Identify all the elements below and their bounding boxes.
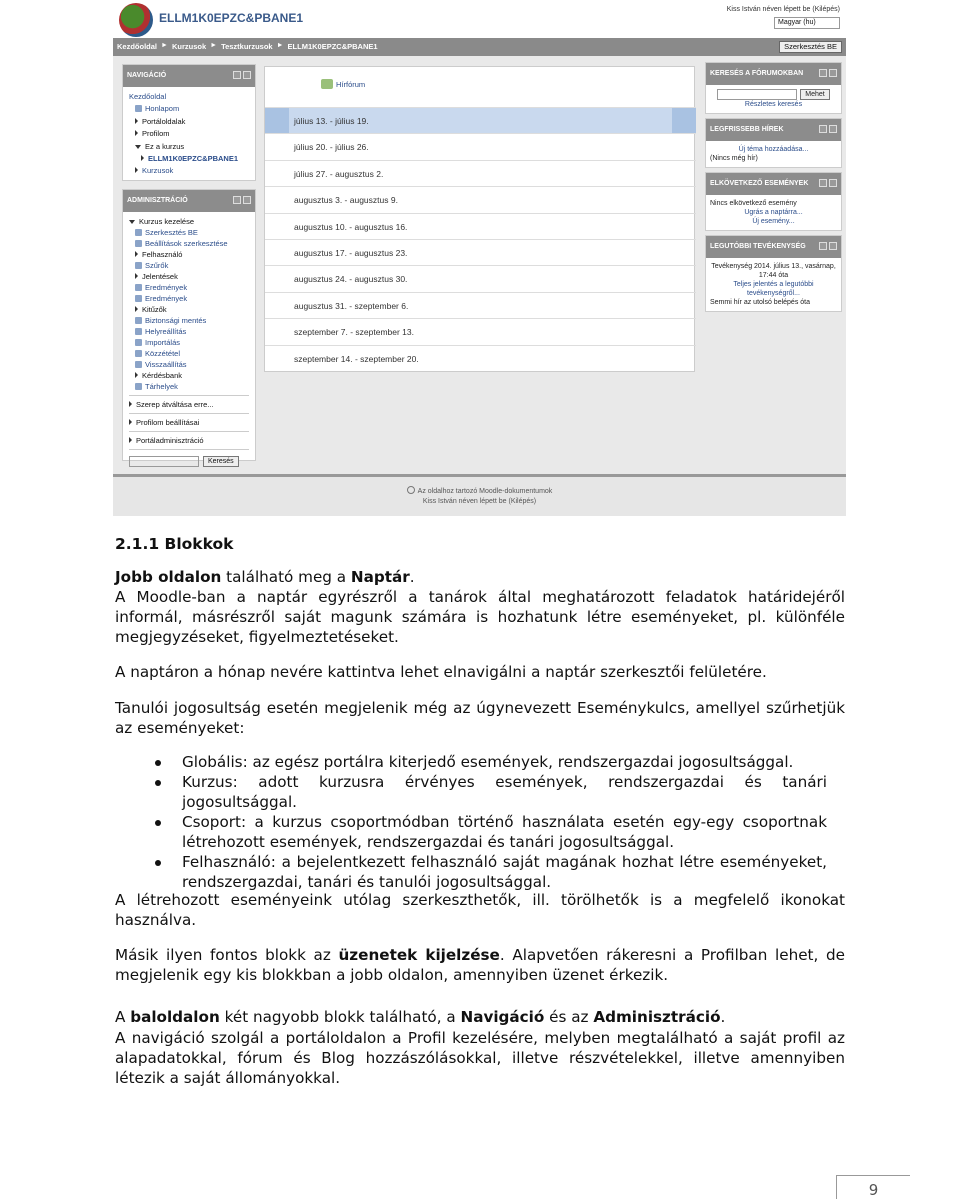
expand-arrow-icon: [135, 251, 138, 257]
list-item: Globális: az egész portálra kiterjedő események, rendszergazdai jogosultsággal.: [115, 752, 845, 772]
paragraph-8: A navigáció szolgál a portáloldalon a Profil kezelésére, melyben megtalálható a saját profil az alapadatokkal, fórum és Blog hozzászólásokkal, illetve részvételekkel, illetve amennyiben létezik a saját állományokkal.: [115, 1029, 845, 1087]
list-item: Felhasználó: a bejelentkezett felhasználó saját magának hozhat létre eseményeket, rendszergazdai, tanári és tanulói jogosultsággal.: [115, 852, 845, 892]
week-item[interactable]: július 20. - július 26.: [265, 133, 696, 159]
collapse-icon[interactable]: [243, 196, 251, 204]
nav-item-honlapom[interactable]: Honlapom: [129, 103, 249, 115]
admin-item[interactable]: Beállítások szerkesztése: [129, 238, 249, 249]
edit-icon: [135, 229, 142, 236]
login-info[interactable]: Kiss István néven lépett be (Kilépés): [726, 6, 840, 13]
new-event-link[interactable]: Új esemény...: [752, 218, 795, 225]
import-icon: [135, 339, 142, 346]
admin-item[interactable]: Helyreállítás: [129, 326, 249, 337]
settings-icon: [135, 240, 142, 247]
expand-arrow-icon: [135, 167, 138, 173]
expand-arrow-icon: [135, 372, 138, 378]
breadcrumb-item[interactable]: ELLM1K0EPZC&PBANE1: [287, 42, 378, 51]
collapse-icon[interactable]: [829, 69, 837, 77]
breadcrumb: [117, 42, 378, 51]
breadcrumb-item[interactable]: Kezdőoldal: [117, 42, 158, 51]
admin-course-management[interactable]: Kurzus kezelése: [129, 216, 249, 227]
dock-icon[interactable]: [819, 125, 827, 133]
collapse-icon[interactable]: [829, 125, 837, 133]
dock-icon[interactable]: [819, 179, 827, 187]
dock-icon[interactable]: [233, 196, 241, 204]
navigation-block: [122, 64, 256, 181]
full-report-link[interactable]: Teljes jelentés a legutóbbi tevékenységről...: [733, 281, 814, 297]
admin-search-button[interactable]: Keresés: [203, 456, 239, 467]
week-item[interactable]: augusztus 24. - augusztus 30.: [265, 265, 696, 291]
paragraph-7: A baloldalon két nagyobb blokk található, a Navigáció és az Adminisztráció.: [115, 1008, 726, 1026]
backup-icon: [135, 317, 142, 324]
moodle-screenshot: [113, 0, 846, 516]
admin-item[interactable]: Visszaállítás: [129, 359, 249, 370]
week-item[interactable]: szeptember 7. - szeptember 13.: [265, 318, 696, 344]
admin-item[interactable]: Biztonsági mentés: [129, 315, 249, 326]
publish-icon: [135, 350, 142, 357]
forum-search-block: KERESÉS A FÓRUMOKBAN Mehet Részletes keresés: [705, 62, 842, 114]
course-weeks-block: [264, 66, 695, 372]
page-icon: [135, 105, 142, 112]
expand-arrow-icon: [129, 437, 132, 443]
admin-item[interactable]: Tárhelyek: [129, 381, 249, 392]
reset-icon: [135, 361, 142, 368]
week-item[interactable]: július 13. - július 19.: [265, 107, 696, 133]
admin-item[interactable]: Eredmények: [129, 282, 249, 293]
no-activity-text: Semmi hír az utolsó belépés óta: [710, 299, 810, 306]
administration-block: [122, 189, 256, 465]
breadcrumb-item[interactable]: Kurzusok: [171, 42, 207, 51]
nav-item-course[interactable]: ELLM1K0EPZC&PBANE1: [129, 153, 249, 165]
site-logo: [119, 3, 153, 37]
admin-item[interactable]: Jelentések: [129, 271, 249, 282]
site-footer: [113, 474, 846, 516]
navigation-block-title: NAVIGÁCIÓ: [123, 65, 255, 87]
goto-calendar-link[interactable]: Ugrás a naptárra...: [744, 209, 803, 216]
event-key-list: [115, 752, 845, 892]
list-item: Kurzus: adott kurzusra érvényes események, rendszergazdai és tanári jogosultsággal.: [115, 772, 845, 812]
expand-arrow-icon: [135, 118, 138, 124]
info-icon: [407, 486, 415, 494]
expand-arrow-icon: [135, 130, 138, 136]
paragraph-5: A létrehozott eseményeink utólag szerkeszthetők, ill. törölhetők is a megfelelő ikonokat használva.: [115, 891, 845, 929]
dock-icon[interactable]: [233, 71, 241, 79]
site-title[interactable]: ELLM1K0EPZC&PBANE1: [159, 11, 304, 25]
paragraph-3: A naptáron a hónap nevére kattintva lehet elnavigálni a naptár szerkesztői felületére.: [115, 663, 767, 681]
nav-item-ez-a-kurzus[interactable]: Ez a kurzus: [129, 141, 249, 153]
admin-switch-role[interactable]: Szerep átváltása erre...: [129, 399, 249, 410]
dock-icon[interactable]: [819, 69, 827, 77]
admin-item[interactable]: Eredmények: [129, 293, 249, 304]
moodle-docs-link[interactable]: Az oldalhoz tartozó Moodle-dokumentumok: [113, 486, 846, 495]
forum-icon: [321, 79, 333, 89]
section-heading: 2.1.1 Blokkok: [115, 535, 234, 553]
recent-activity-block: LEGUTÓBBI TEVÉKENYSÉG Tevékenység 2014. július 13., vasárnap, 17:44 óta Teljes jelentés a legutóbbi tevékenységről... Semmi hír az utolsó belépés óta: [705, 235, 842, 312]
admin-profile-settings[interactable]: Profilom beállításai: [129, 417, 249, 428]
dock-icon[interactable]: [819, 242, 827, 250]
paragraph-1: Jobb oldalon található meg a Naptár.: [115, 568, 415, 586]
grades-icon: [135, 284, 142, 291]
expand-arrow-icon: [141, 155, 144, 161]
site-header: [113, 0, 846, 38]
grades-icon: [135, 295, 142, 302]
forum-search-button[interactable]: Mehet: [800, 89, 829, 100]
expand-arrow-icon: [129, 401, 132, 407]
list-item: Csoport: a kurzus csoportmódban történő használata esetén egy-egy csoportnak létrehozott események, rendszergazdai és tanári jogosultsággal.: [115, 812, 845, 852]
week-item[interactable]: szeptember 14. - szeptember 20.: [265, 345, 696, 371]
collapse-arrow-icon: [129, 220, 135, 224]
expand-arrow-icon: [135, 306, 138, 312]
week-item[interactable]: augusztus 3. - augusztus 9.: [265, 186, 696, 212]
admin-item[interactable]: Közzététel: [129, 348, 249, 359]
paragraph-4: Tanulói jogosultság esetén megjelenik még az úgynevezett Eseménykulcs, amellyel szűrhetjük az eseményeket:: [115, 699, 845, 737]
expand-arrow-icon: [135, 273, 138, 279]
admin-item[interactable]: Importálás: [129, 337, 249, 348]
no-events-text: Nincs elkövetkező esemény: [710, 200, 797, 207]
breadcrumb-arrow-icon: ►: [161, 42, 168, 49]
nav-item-profilom[interactable]: Profilom: [129, 128, 249, 140]
edit-mode-button[interactable]: Szerkesztés BE: [779, 41, 842, 53]
activity-since-text: Tevékenység 2014. július 13., vasárnap, 17:44 óta: [711, 263, 836, 279]
collapse-icon[interactable]: [829, 179, 837, 187]
admin-item[interactable]: Szűrők: [129, 260, 249, 271]
upcoming-events-block: ELKÖVETKEZŐ ESEMÉNYEK Nincs elkövetkező esemény Ugrás a naptárra... Új esemény...: [705, 172, 842, 231]
week-item[interactable]: augusztus 31. - szeptember 6.: [265, 292, 696, 318]
admin-item[interactable]: Kérdésbank: [129, 370, 249, 381]
expand-arrow-icon: [129, 419, 132, 425]
admin-search-input[interactable]: [129, 456, 199, 467]
collapse-icon[interactable]: [829, 242, 837, 250]
administration-block-title: ADMINISZTRÁCIÓ: [123, 190, 255, 212]
advanced-search-link[interactable]: Részletes keresés: [744, 101, 803, 108]
breadcrumb-arrow-icon: ►: [276, 42, 284, 49]
language-select[interactable]: Magyar (hu): [774, 17, 840, 29]
admin-site-administration[interactable]: Portáladminisztráció: [129, 435, 249, 446]
news-forum-link[interactable]: Hírfórum: [321, 79, 365, 89]
admin-item[interactable]: Felhasználó: [129, 249, 249, 260]
nav-item-kurzusok[interactable]: Kurzusok: [129, 165, 249, 177]
no-news-text: (Nincs még hír): [710, 155, 758, 162]
paragraph-2: A Moodle-ban a naptár egyrészről a tanárok által meghatározott feladatok határidejéről informál, másrészről saját magunk számára is hozhatunk létre eseményeket, pl. különféle megjegyzéseket, figyelmeztetéseket.: [115, 588, 845, 646]
week-item[interactable]: augusztus 10. - augusztus 16.: [265, 213, 696, 239]
forum-search-input[interactable]: [717, 89, 797, 100]
nav-item-portaloldalak[interactable]: Portáloldalak: [129, 116, 249, 128]
footer-login-info[interactable]: Kiss István néven lépett be (Kilépés): [422, 498, 537, 505]
collapse-arrow-icon: [135, 145, 141, 149]
collapse-icon[interactable]: [243, 71, 251, 79]
restore-icon: [135, 328, 142, 335]
weeks-list: [265, 107, 696, 371]
right-column: [705, 62, 842, 316]
paragraph-6: Másik ilyen fontos blokk az üzenetek kijelzése. Alapvetően rákeresni a Profilban lehet, de megjelenik egy kis blokkban a jobb oldalon, amennyiben üzenet érkezik.: [115, 946, 845, 984]
breadcrumb-item[interactable]: Tesztkurzusok: [221, 42, 273, 51]
add-topic-link[interactable]: Új téma hozzáadása...: [738, 146, 809, 153]
breadcrumb-arrow-icon: ►: [210, 42, 218, 49]
week-item[interactable]: július 27. - augusztus 2.: [265, 160, 696, 186]
breadcrumb-bar: [113, 38, 846, 56]
repository-icon: [135, 383, 142, 390]
admin-item[interactable]: Kitűzők: [129, 304, 249, 315]
latest-news-block: LEGFRISSEBB HÍREK Új téma hozzáadása... (Nincs még hír): [705, 118, 842, 168]
filter-icon: [135, 262, 142, 269]
page-number: 9: [836, 1175, 910, 1199]
week-item[interactable]: augusztus 17. - augusztus 23.: [265, 239, 696, 265]
nav-home-link[interactable]: Kezdőoldal: [129, 92, 167, 101]
admin-item[interactable]: Szerkesztés BE: [129, 227, 249, 238]
